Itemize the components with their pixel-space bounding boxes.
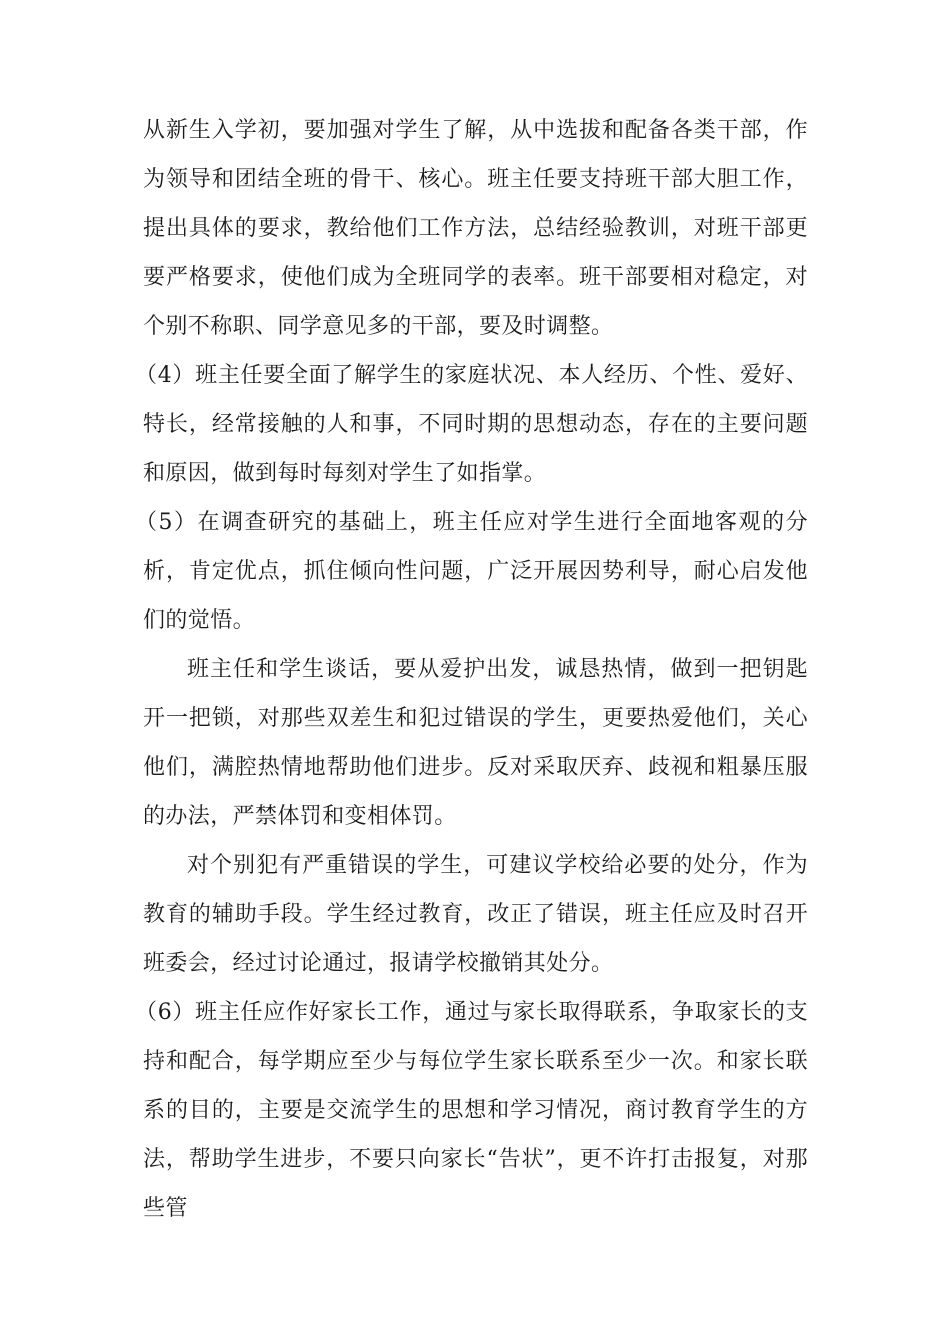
paragraph-item-6: （6）班主任应作好家长工作，通过与家长取得联系，争取家长的支持和配合，每学期应至少与每位学生家长联系至少一次。和家长联系的目的，主要是交流学生的思想和学习情况，商讨教育学生的方法，帮助学生进步，不要只向家长“告状”，更不许打击报复，对那些管 xyxy=(135,1000,808,1221)
paragraph-class-cadre: 从新生入学初，要加强对学生了解，从中选拔和配备各类干部，作为领导和团结全班的骨干、核心。班主任要支持班干部大胆工作，提出具体的要求，教给他们工作方法，总结经验教训，对班干部更要严格要求，使他们成为全班同学的表率。班干部要相对稳定，对个别不称职、同学意见多的干部，要及时调整。 xyxy=(143,118,808,339)
paragraph-item-5: （5）在调查研究的基础上，班主任应对学生进行全面地客观的分析，肯定优点，抓住倾向性问题，广泛开展因势利导，耐心启发他们的觉悟。 xyxy=(135,510,808,633)
paragraph-discipline: 对个别犯有严重错误的学生，可建议学校给必要的处分，作为教育的辅助手段。学生经过教育，改正了错误，班主任应及时召开班委会，经过讨论通过，报请学校撤销其处分。 xyxy=(143,853,808,976)
paragraph-student-talk: 班主任和学生谈话，要从爱护出发，诚恳热情，做到一把钥匙开一把锁，对那些双差生和犯过错误的学生，更要热爱他们，关心他们，满腔热情地帮助他们进步。反对采取厌弃、歧视和粗暴压服的办法，严禁体罚和变相体罚。 xyxy=(143,657,808,829)
document-body xyxy=(135,106,808,1233)
paragraph-item-4: （4）班主任要全面了解学生的家庭状况、本人经历、个性、爱好、特长，经常接触的人和事，不同时期的思想动态，存在的主要问题和原因，做到每时每刻对学生了如指掌。 xyxy=(135,363,808,486)
